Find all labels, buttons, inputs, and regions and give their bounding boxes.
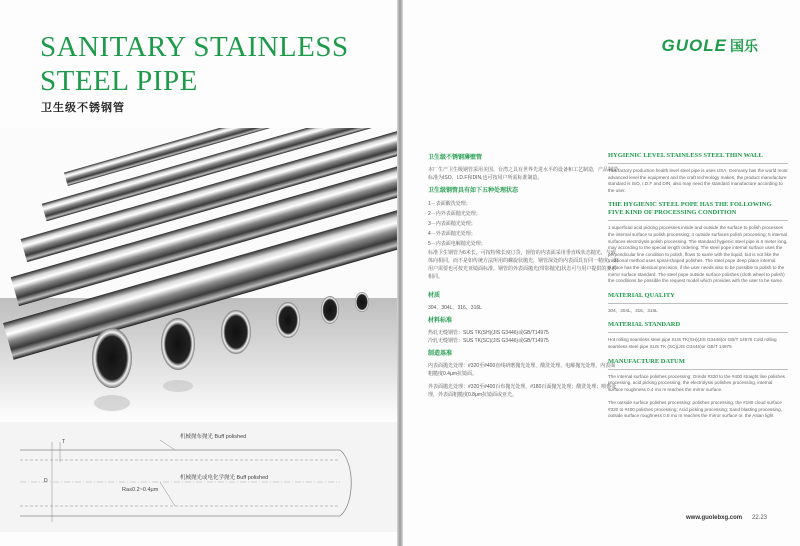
cn-heading-4: 材料标准 xyxy=(428,318,453,324)
en-paragraph-6: The outside surface polishes processing: polishes processing, the #180 cloud surface #320 to #400 polishes processing; Acid picking processing; Sand blasting processing, outside surface roughness 0.8 mu m reaches the mirror surface or. the Asian light xyxy=(608,400,782,419)
en-heading-2: THE HYGIENIC STEEL POPE HAS THE FOLLOWING FIVE KIND OF PROCESSING CONDITION xyxy=(608,201,772,217)
brand-logo xyxy=(662,36,758,56)
cn-heading-3: 材质 xyxy=(428,293,441,299)
english-text-column xyxy=(608,152,788,427)
diagram-label-ra: Ra≤0.2~0.4μm xyxy=(122,487,159,493)
en-heading-4: MATERIAL STANDARD xyxy=(608,321,681,329)
en-paragraph-4: Hot rolling seamless steel pipe SUS TK(SH)(JIS G3446)or GB/T 14975 Cold rolling seamless steel pipe SUS TK (SC)(JIS G3446)or GB/T 14975 xyxy=(608,337,777,349)
en-heading-1: HYGIENIC LEVEL STAINLESS STEEL THIN WALL xyxy=(608,152,763,159)
cn-paragraph-6: 外表面抛光处理：#320至#400百布抛光处理，#180百面抛光处理；酸洗处理；喷砂处理，外表面粗糙度0.8μm抗镜面或亚光。 xyxy=(428,384,617,398)
logo-text: GUOLE xyxy=(661,36,727,55)
cn-paragraph-4b: 冷轧无缝钢管：SUS TK(SC)(JIS G3446)或GB/T14975 xyxy=(428,338,549,344)
cn-paragraph-2: 标准卫生钢管为6米长，可按特殊长度订货，钢管的内表面采用垂直线状态抛光，与液体向相同，而不是如传统方法所用的螺旋状抛光，钢管深处的内表面具有同一精度，如用户需要也可按光亚镜面标准。钢管的外表面抛光(带影抛光)状态可与用户提供的要求相同。 xyxy=(428,250,619,280)
diagram-label-t: T xyxy=(62,439,66,445)
divider xyxy=(608,332,788,333)
page-subtitle-cn: 卫生级不锈钢管 xyxy=(41,102,125,114)
cn-list-item: 4－外表面抛光处理； xyxy=(428,231,476,237)
en-heading-5: MANUFACTURE DATUM xyxy=(608,357,685,365)
cn-list-item: 1－表面酸洗处理； xyxy=(428,201,471,207)
cn-paragraph-4a: 热轧无缝钢管：SUS TK(SH)(JIS G3446)或GB/T14975 xyxy=(428,330,549,336)
page-number: 22.23 xyxy=(752,515,768,521)
divider xyxy=(608,163,788,164)
cn-heading-1: 卫生级不锈钢薄壁管 xyxy=(428,155,483,161)
en-paragraph-2: 1 superficial acid picking processes inside and outside the surface to polish processes the internal surface to polish processing; 4 outside surfaces polish processing; 5 internal surfaces electrolysis polish processing. The standard hygienic steel pipe is 6 meter long, may according to the special length ordering. The steel pope internal surface uses the perpendicular line condition to polish, flows to same with the liquid, but is not like the traditional method uses spiral-shaped polishes. The steel pope deep place internal surface has the identical precision, if the user needs also to be possible to polish to the mirror surface standard. The steel pope outside surface polishes (cloth wheel to polish) the conditions be possible the request model which provides with the user to be same. xyxy=(608,225,788,284)
left-page xyxy=(0,0,397,546)
divider xyxy=(608,369,788,370)
cn-paragraph-5: 内表面抛光处理：#320至#400直线研磨抛光处理，酸洗处理，电解抛光处理，内表面粗糙度0.4μm抗镜面。 xyxy=(428,363,616,377)
cn-paragraph-1: 本厂生产卫生级钢管采用美国、台湾之具有世界先进水平的设备和工艺制造，产品制造标准为ISO、I.D.F和DIN,也可按用户所需标准制造。 xyxy=(428,167,619,181)
cn-list-item: 2－内外表面抛光处理； xyxy=(428,211,481,217)
right-page xyxy=(403,0,800,546)
diagram-label-d: D xyxy=(44,478,48,484)
diagram-label-buff-polished: 机械抛布抛光 Buff polished xyxy=(180,434,247,440)
logo-text-cn: 国乐 xyxy=(730,38,758,54)
title-line-1: SANITARY STAINLESS xyxy=(40,31,349,63)
cn-heading-2: 卫生级钢管具有如下五种处理状态 xyxy=(428,188,519,194)
en-paragraph-5: The internal surface polishes processing: Grinds #320 to the #400 straight line polishes processing, acid picking processing, the electrolysis polishes processing, internal surface roughness 0.4 mu m reaches the mirror surface. xyxy=(608,373,785,392)
chinese-text-column xyxy=(428,154,618,404)
divider xyxy=(608,303,788,304)
en-paragraph-3: 304、304L、316、316L xyxy=(608,307,658,313)
cn-list-item: 5－内表面电解抛光处理； xyxy=(428,241,486,247)
cn-paragraph-3: 304、304L、316、316L xyxy=(428,305,482,311)
cn-list-item: 3－内表面抛光处理； xyxy=(428,221,476,227)
page-title xyxy=(40,30,380,98)
divider xyxy=(608,220,788,221)
en-paragraph-1: This factory production health level steel pipe is uses USA, Germany has the world most advanced level the equipment and the craft technology makes, the product manufacture standard is ISO, I.D.F and DIN, also may need the standard manufacture according to the user. xyxy=(608,168,788,193)
title-line-2: STEEL PIPE xyxy=(40,65,198,97)
footer-website: www.guolebxg.com xyxy=(686,515,743,521)
diagram-label-electro-polished: 机械抛光或电化学抛光 Buff polished xyxy=(180,475,269,481)
steel-pipes-photo xyxy=(0,128,397,420)
en-heading-3: MATERIAL QUALITY xyxy=(608,291,675,299)
cn-heading-5: 制造基准 xyxy=(428,351,453,357)
